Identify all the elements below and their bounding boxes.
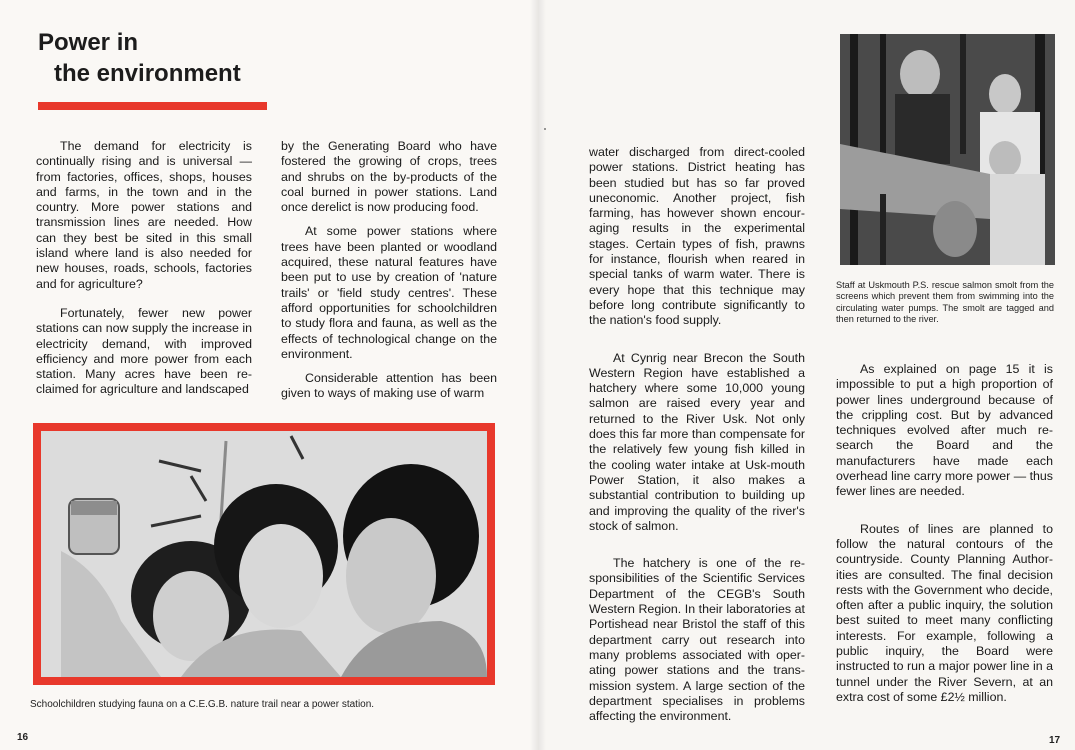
paragraph: At some power stations where trees have been planted or woodland acquired, these natural features have been put to use by creation of 'nature trails' or 'field study centres'. These afford opportunities for schoolchildren to study flora and fauna, as well as the effects of technological change on the environment. <box>281 224 497 361</box>
paragraph: Considerable attention has been given to ways of making use of warm <box>281 371 497 401</box>
paragraph: The demand for electricity is continually rising and is universal — from factories, offices, shops, houses and farms, in the town and in the country. More power stations and transmission lines are needed. How can they best be sited in this small island where land is also needed for new houses, roads, schools, factories and for agriculture? <box>36 139 252 291</box>
page-number-right: 17 <box>1049 735 1061 746</box>
schoolchildren-illustration <box>41 431 487 677</box>
paragraph: water discharged from direct-cooled power stations. District heating has been studied but has so far proved uneconomic. Another project, fish farming, has however shown encour-aging results in the experimental stages. Certain types of fish, prawns for instance, flourish when reared in special tanks of warm water. There is every hope that this technique may before long contribute significantly to the nation's food supply. <box>589 145 805 328</box>
text-column-4 <box>836 362 1053 714</box>
salmon-rescue-illustration <box>840 34 1055 265</box>
schoolchildren-photo <box>41 431 487 677</box>
paragraph: At Cynrig near Brecon the South Western Region have established a hatchery where some 10,000 young salmon are raised every year and returned to the River Usk. Not only does this far more than compensate for the relatively few young fish killed in the cooling water intake at Usk-mouth Power Station, it also makes a substantial contribution to building up and improving the quality of the river's stock of salmon. <box>589 350 805 533</box>
paragraph: by the Generating Board who have fostered the growing of crops, trees and shrubs on the by-products of the coal burned in power stations. Land once derelict is now producing food. <box>281 139 497 215</box>
paragraph: As explained on page 15 it is impossible to put a high proportion of power lines underground because of the crippling cost. But by advanced techniques evolved after much re-search the Board and the manufacturers have made each overhead line carry more power — thus fewer lines are needed. <box>836 362 1053 499</box>
text-column-1 <box>36 139 252 407</box>
paragraph: Fortunately, fewer new power stations can now supply the increase in electricity demand, with improved efficiency and more power from each station. Many acres have been re-claimed for agriculture and landscaped <box>36 305 252 397</box>
photo-caption-schoolchildren: Schoolchildren studying fauna on a C.E.G.B. nature trail near a power station. <box>30 699 375 710</box>
book-gutter <box>530 0 546 750</box>
page-number-left: 16 <box>17 732 29 743</box>
page-title-line-2: the environment <box>54 60 241 87</box>
schoolchildren-photo-frame <box>33 423 495 685</box>
photo-caption-salmon: Staff at Uskmouth P.S. rescue salmon smolt from the screens which prevent them from swimming into the circulating water pumps. The smolt are tagged and then returned to the river. <box>836 280 1054 325</box>
print-speck <box>544 128 546 130</box>
paragraph: The hatchery is one of the re-sponsibilities of the Scientific Services Department of the CEGB's South Western Region. In their laboratories at Portishead near Bristol the staff of this department carry out research into many problems associated with oper-ating power stations and the trans-mission system. A large section of the department specialises in problems affecting the environment. <box>589 556 805 724</box>
paragraph: Routes of lines are planned to follow the natural contours of the countryside. County Planning Author-ities are consulted. The final decision rests with the Government who decide, often after a public inquiry, the solution best suited to meet many conflicting interests. For example, following a public inquiry, the Board were instructed to run a major power line in a tunnel under the River Severn, at an extra cost of some £2½ million. <box>836 521 1053 704</box>
text-column-2 <box>281 139 497 411</box>
page-title-line-1: Power in <box>38 29 139 56</box>
salmon-rescue-photo <box>840 34 1055 265</box>
text-column-3 <box>589 145 805 733</box>
title-red-rule <box>38 102 267 110</box>
